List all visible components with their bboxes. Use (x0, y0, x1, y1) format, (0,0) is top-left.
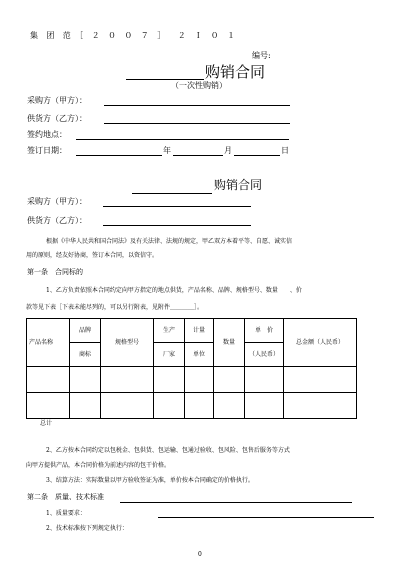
date-day-line[interactable] (234, 155, 280, 156)
article1-para2-line-2: 向甲方提供产品，本合同价格为前述内容的包干价格。 (26, 462, 171, 469)
table-cell[interactable] (245, 367, 284, 393)
table-cell[interactable] (214, 393, 245, 419)
serial-label: 编号: (252, 51, 271, 60)
th-currency: （人民币） (245, 343, 284, 367)
th-total-amount: 总金额（人民币） (284, 319, 357, 367)
article1-heading: 第一条 合同标的 (27, 268, 83, 276)
date-year-line[interactable] (76, 155, 162, 156)
second-title: 购销合同 (214, 178, 263, 192)
buyer-label: 采购方（甲方）： (27, 197, 87, 206)
article2-item1: 1、质量要求： (46, 510, 86, 517)
date-day-label: 日 (281, 146, 289, 155)
second-title-blank-line (132, 193, 212, 194)
th-product-name: 产品名称 (27, 319, 70, 367)
article1-para3: 3、结算方法：实际数量以甲方验收签证为准，单价按本合同确定的价格执行。 (46, 477, 254, 484)
preamble-line-1: 根据《中华人民共和国合同法》及有关法律、法规的规定，甲乙双方本着平等、自愿、诚实信 (46, 238, 293, 245)
th-factory: 厂家 (154, 343, 185, 367)
th-unit: 单位 (185, 343, 214, 367)
field-line-place[interactable] (76, 139, 289, 140)
th-unit-price: 单 价 (245, 319, 284, 343)
preamble-line-2: 用的原则，经友好协商，签订本合同，以资信守。 (26, 252, 159, 259)
th-spec: 规格型号 (101, 319, 154, 367)
date-month-line[interactable] (173, 155, 223, 156)
table-cell[interactable] (154, 393, 185, 419)
table-cell[interactable] (154, 367, 185, 393)
goods-table (26, 318, 357, 419)
table-cell[interactable] (185, 393, 214, 419)
table-cell[interactable] (245, 393, 284, 419)
article1-para1-line-2: 款等见下表［下表未能尽列的，可以另行附表，见附件＿＿＿＿］。 (26, 304, 204, 311)
table-cell[interactable] (185, 367, 214, 393)
table-cell[interactable] (101, 393, 154, 419)
field-label-supplier: 供货方（乙方）： (27, 114, 87, 123)
article1-para1-line-1: 1、乙方负责依照本合同约定向甲方指定的地点供货，产品名称、品牌、规格型号、数量 、价 (46, 287, 302, 294)
table-cell[interactable] (101, 367, 154, 393)
th-producer: 生产 (154, 319, 185, 343)
table-cell[interactable] (70, 393, 101, 419)
field-label-place: 签约地点： (27, 130, 67, 139)
article1-para2-line-1: 2、乙方按本合同约定以包税金、包供货、包运输、包通过验收、包风险、包售后服务等方式 (46, 447, 290, 454)
th-measure: 计量 (185, 319, 214, 343)
quality-requirement-line[interactable] (158, 517, 374, 518)
table-cell[interactable] (70, 367, 101, 393)
buyer-line[interactable] (103, 206, 251, 207)
th-trademark: 商标 (70, 343, 101, 367)
table-cell[interactable] (214, 367, 245, 393)
page-subtitle: （一次性购销） (171, 81, 227, 90)
field-line-supplier[interactable] (104, 123, 290, 124)
table-cell[interactable] (27, 393, 70, 419)
title-blank-line (126, 79, 204, 80)
article2-heading: 第二条 质量、技术标准 (27, 493, 104, 501)
field-label-buyer: 采购方（甲方）： (27, 96, 87, 105)
table-cell[interactable] (284, 393, 357, 419)
page-number: 0 (198, 551, 202, 558)
supplier-label: 供货方（乙方）： (27, 216, 87, 225)
page-title: 购销合同 (205, 63, 266, 81)
table-row[interactable] (27, 367, 357, 393)
article2-item2: 2、技术标准按下列规定执行： (46, 525, 128, 532)
th-brand: 品牌 (70, 319, 101, 343)
table-cell[interactable] (284, 367, 357, 393)
table-row[interactable] (27, 393, 357, 419)
date-month-label: 月 (224, 146, 232, 155)
article2-heading-line (120, 502, 352, 503)
date-year-label: 年 (163, 146, 171, 155)
supplier-line[interactable] (103, 225, 251, 226)
field-label-date: 签订日期： (27, 146, 67, 155)
field-line-buyer[interactable] (104, 105, 290, 106)
doc-code-line: 集 团 范 ［ ２ ０ ０ ７ ］ ２ Ｉ ０ １ (30, 31, 236, 40)
total-label: 总计 (40, 420, 53, 427)
table-cell[interactable] (27, 367, 70, 393)
th-quantity: 数量 (214, 319, 245, 367)
